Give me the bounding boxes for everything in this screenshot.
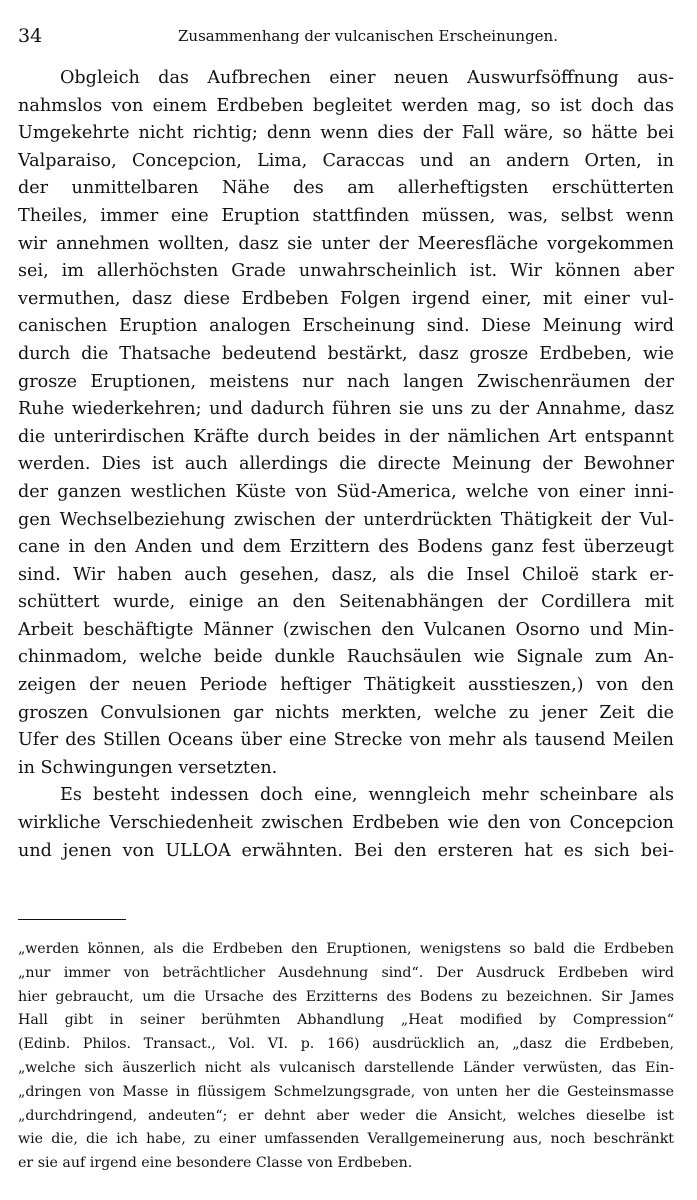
text-line: Es besteht indessen doch eine, wenngleich mehr scheinbare als bbox=[60, 785, 674, 806]
footnote-line: wie die, die ich habe, zu einer umfassenden Verallgemeinerung aus, noch beschränkt bbox=[18, 1131, 674, 1148]
text-line: gen Wechselbeziehung zwischen der unterdrückten Thätigkeit der Vul- bbox=[18, 509, 674, 530]
text-line: Ufer des Stillen Oceans über eine Strecke von mehr als tausend Meilen bbox=[18, 730, 674, 751]
text-line: Valparaiso, Concepcion, Lima, Caraccas und an andern Orten, in bbox=[18, 150, 674, 171]
footnote-line: „nur immer von beträchtlicher Ausdehnung sind“. Der Ausdruck Erdbeben wird bbox=[18, 964, 674, 981]
text-line: nahmslos von einem Erdbeben begleitet werden mag, so ist doch das bbox=[18, 95, 674, 116]
text-line: Theiles, immer eine Eruption stattfinden müssen, was, selbst wenn bbox=[18, 205, 674, 226]
text-line: die unterirdischen Kräfte durch beides in der nämlichen Art entspannt bbox=[18, 426, 674, 447]
page-number: 34 bbox=[18, 25, 43, 47]
footnote-line: „welche sich äuszerlich nicht als vulcanisch darstellende Länder verwüsten, das Ein- bbox=[18, 1059, 674, 1076]
text-line: der ganzen westlichen Küste von Süd-America, welche von einer inni- bbox=[18, 481, 674, 502]
text-line: canischen Eruption analogen Erscheinung sind. Diese Meinung wird bbox=[18, 316, 674, 337]
running-head: Zusammenhang der vulcanischen Erscheinungen. bbox=[177, 27, 558, 45]
text-line: wir annehmen wollten, dasz sie unter der Meeresfläche vorgekommen bbox=[18, 233, 674, 254]
footnote-line: hier gebraucht, um die Ursache des Erzitterns des Bodens zu bezeichnen. Sir James bbox=[18, 988, 674, 1005]
footnote bbox=[18, 938, 674, 1176]
page-header bbox=[18, 24, 678, 48]
text-line: Umgekehrte nicht richtig; denn wenn dies der Fall wäre, so hätte bei bbox=[18, 123, 674, 144]
text-line: wirkliche Verschiedenheit zwischen Erdbeben wie den von Concepcion bbox=[18, 813, 674, 834]
text-line: schüttert wurde, einige an den Seitenabhängen der Cordillera mit bbox=[18, 592, 674, 613]
text-line: in Schwingungen versetzten. bbox=[18, 757, 278, 778]
text-line: chinmadom, welche beide dunkle Rauchsäulen wie Signale zum An- bbox=[18, 647, 674, 668]
text-line: durch die Thatsache bedeutend bestärkt, dasz grosze Erdbeben, wie bbox=[18, 343, 674, 364]
footnote-line: „durchdringend, andeuten“; er dehnt aber weder die Ansicht, welches dieselbe ist bbox=[18, 1107, 674, 1124]
footnote-line: „dringen von Masse in flüssigem Schmelzungsgrade, von unten her die Gesteinsmasse bbox=[18, 1083, 674, 1100]
main-text bbox=[18, 65, 674, 865]
footnote-line: Hall gibt in seiner berühmten Abhandlung „Heat modified by Compression“ bbox=[18, 1012, 674, 1029]
footnote-line: (Edinb. Philos. Transact., Vol. VI. p. 166) ausdrücklich an, „dasz die Erdbeben, bbox=[18, 1036, 674, 1053]
text-line: grosze Eruptionen, meistens nur nach langen Zwischenräumen der bbox=[18, 371, 674, 392]
text-line: werden. Dies ist auch allerdings die directe Meinung der Bewohner bbox=[18, 454, 674, 475]
text-line: der unmittelbaren Nähe des am allerheftigsten erschütterten bbox=[18, 178, 674, 199]
text-line: sei, im allerhöchsten Grade unwahrscheinlich ist. Wir können aber bbox=[18, 261, 674, 282]
footnote-divider bbox=[18, 919, 126, 920]
text-line: sind. Wir haben auch gesehen, dasz, als die Insel Chiloë stark er- bbox=[18, 564, 674, 585]
text-line: Ruhe wiederkehren; und dadurch führen sie uns zu der Annahme, dasz bbox=[18, 399, 674, 420]
footnote-line: er sie auf irgend eine besondere Classe von Erdbeben. bbox=[18, 1155, 413, 1172]
text-line: cane in den Anden und dem Erzittern des Bodens ganz fest überzeugt bbox=[18, 537, 674, 558]
text-line: und jenen von ULLOA erwähnten. Bei den ersteren hat es sich bei- bbox=[18, 840, 674, 861]
text-line: Obgleich das Aufbrechen einer neuen Auswurfsöffnung aus- bbox=[60, 68, 674, 88]
text-line: vermuthen, dasz diese Erdbeben Folgen irgend einer, mit einer vul- bbox=[18, 288, 674, 309]
footnote-line: „werden können, als die Erdbeben den Eruptionen, wenigstens so bald die Erdbeben bbox=[18, 941, 674, 957]
text-line: zeigen der neuen Periode heftiger Thätigkeit ausstieszen,) von den bbox=[18, 675, 674, 696]
text-line: Arbeit beschäftigte Männer (zwischen den Vulcanen Osorno und Min- bbox=[18, 619, 674, 640]
text-line: groszen Convulsionen gar nichts merkten, welche zu jener Zeit die bbox=[18, 702, 674, 723]
